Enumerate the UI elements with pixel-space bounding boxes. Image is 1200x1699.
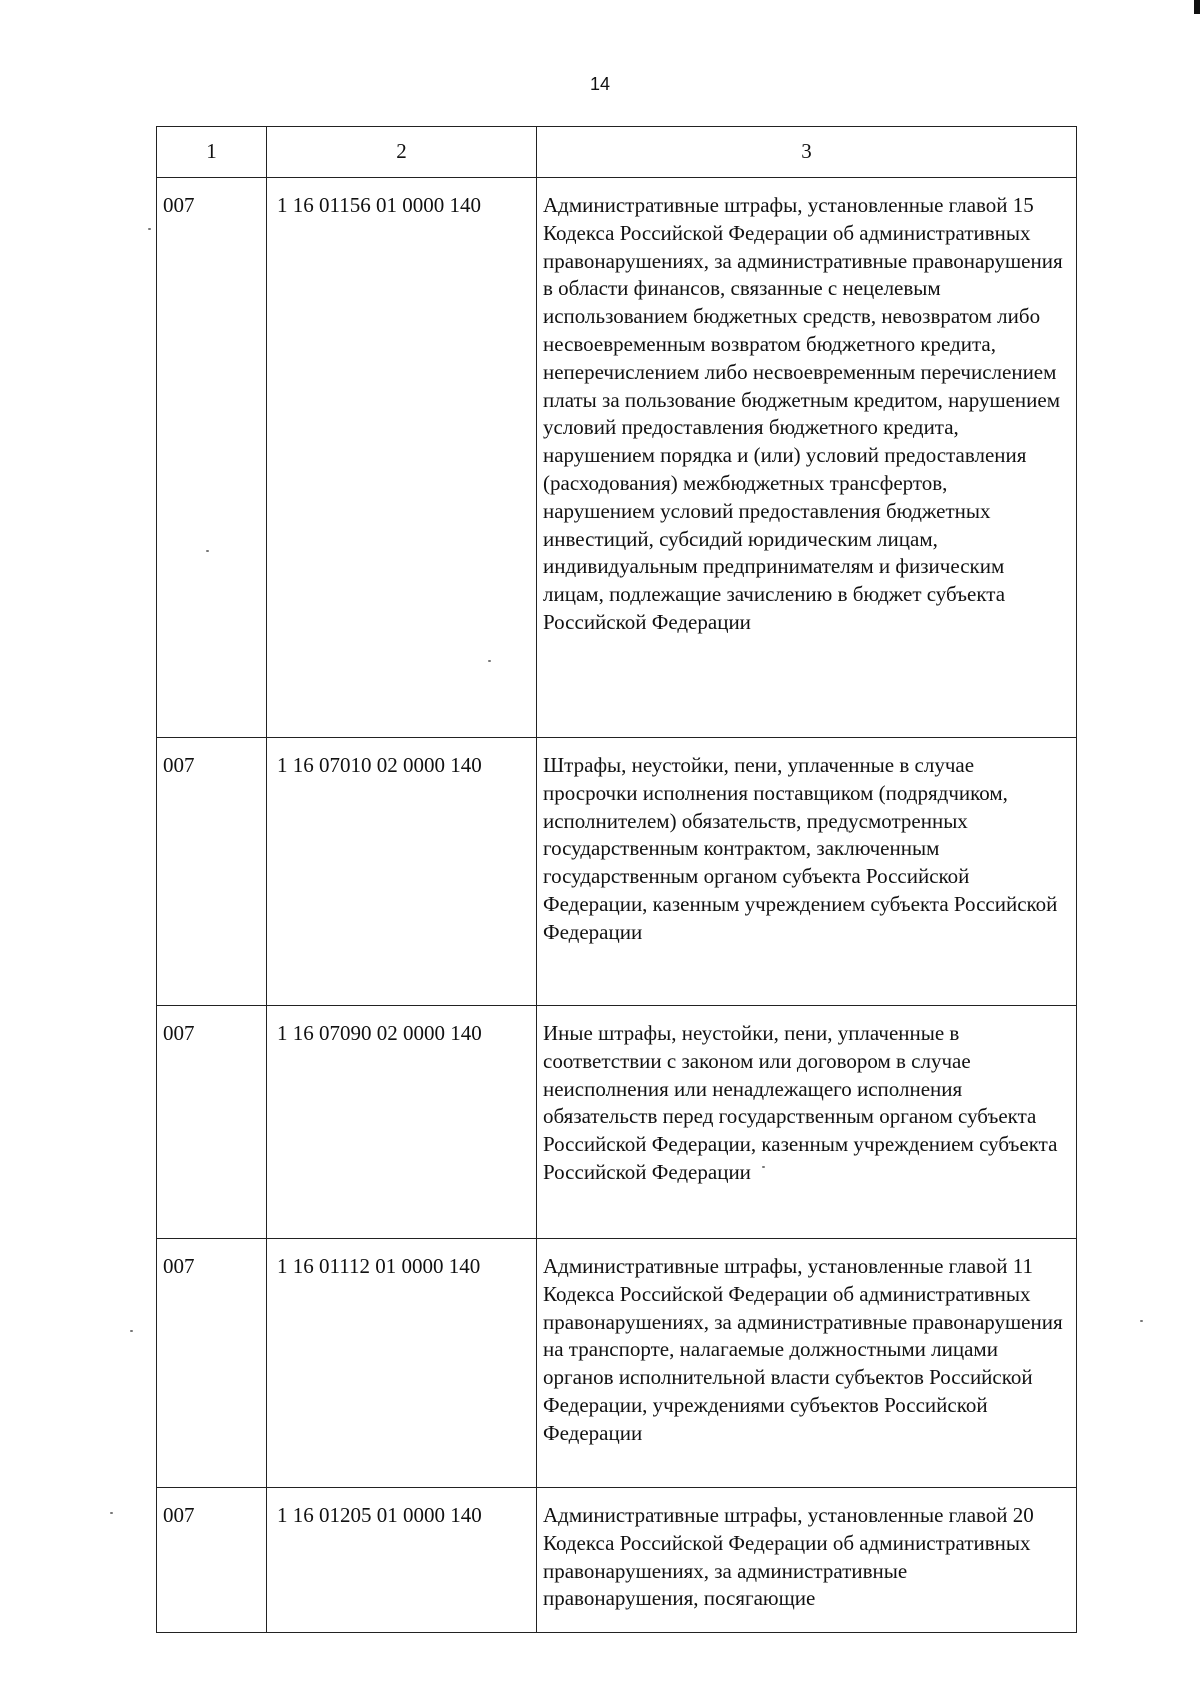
admin-code-cell: 007 — [157, 738, 267, 1006]
page-number: 14 — [589, 74, 611, 94]
admin-code-cell: 007 — [157, 178, 267, 738]
scan-speck — [1140, 1320, 1143, 1322]
admin-code-cell: 007 — [157, 1006, 267, 1239]
scan-speck — [148, 228, 151, 230]
table-row — [157, 1488, 1077, 1633]
table-row — [157, 1239, 1077, 1488]
description-cell: Административные штрафы, установленные главой 20 Кодекса Российской Федерации об административных правонарушениях, за административные правонарушения, посягающие — [537, 1488, 1077, 1633]
column-header-3: 3 — [537, 127, 1077, 178]
table-header-row — [157, 127, 1077, 178]
column-header-1: 1 — [157, 127, 267, 178]
kbk-code-cell: 1 16 01112 01 0000 140 — [267, 1239, 537, 1488]
kbk-code-cell: 1 16 07090 02 0000 140 — [267, 1006, 537, 1239]
table-row — [157, 1006, 1077, 1239]
table-row — [157, 178, 1077, 738]
table-row — [157, 738, 1077, 1006]
description-cell: Иные штрафы, неустойки, пени, уплаченные в соответствии с законом или договором в случае неисполнения или ненадлежащего исполнения обязательств перед государственным органом субъекта Российской Федерации, казенным учреждением субъекта Российской Федерации — [537, 1006, 1077, 1239]
admin-code-cell: 007 — [157, 1488, 267, 1633]
scan-speck — [130, 1330, 133, 1332]
description-cell: Штрафы, неустойки, пени, уплаченные в случае просрочки исполнения поставщиком (подрядчиком, исполнителем) обязательств, предусмотренных государственным контрактом, заключенным государственным органом субъекта Российской Федерации, казенным учреждением субъекта Российской Федерации — [537, 738, 1077, 1006]
description-cell: Административные штрафы, установленные главой 15 Кодекса Российской Федерации об административных правонарушениях, за административные правонарушения в области финансов, связанные с нецелевым использованием бюджетных средств, невозвратом либо несвоевременным возвратом бюджетного кредита, неперечислением либо несвоевременным перечислением платы за пользование бюджетным кредитом, нарушением условий предоставления бюджетного кредита, нарушением порядка и (или) условий предоставления (расходования) межбюджетных трансфертов, нарушением условий предоставления бюджетных инвестиций, субсидий юридическим лицам, индивидуальным предпринимателям и физическим лицам, подлежащие зачислению в бюджет субъекта Российской Федерации — [537, 178, 1077, 738]
column-header-2: 2 — [267, 127, 537, 178]
description-cell: Административные штрафы, установленные главой 11 Кодекса Российской Федерации об административных правонарушениях, за административные правонарушения на транспорте, налагаемые должностными лицами органов исполнительной власти субъектов Российской Федерации, учреждениями субъектов Российской Федерации — [537, 1239, 1077, 1488]
scan-speck — [110, 1512, 113, 1514]
kbk-code-cell: 1 16 07010 02 0000 140 — [267, 738, 537, 1006]
kbk-code-cell: 1 16 01205 01 0000 140 — [267, 1488, 537, 1633]
admin-code-cell: 007 — [157, 1239, 267, 1488]
revenue-codes-table — [156, 126, 1077, 1633]
kbk-code-cell: 1 16 01156 01 0000 140 — [267, 178, 537, 738]
scan-edge-mark — [1194, 0, 1200, 14]
